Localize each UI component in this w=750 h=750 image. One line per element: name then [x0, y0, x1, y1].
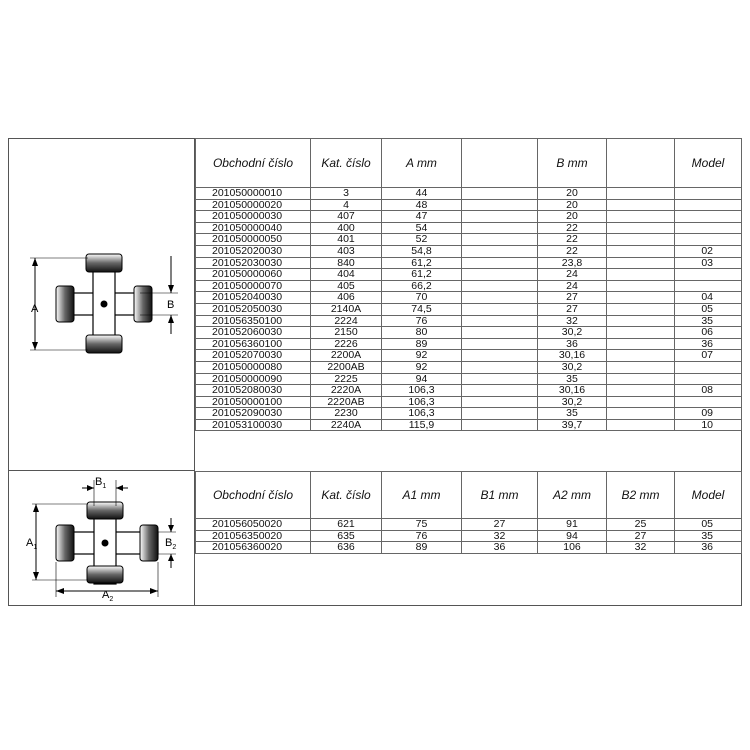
table-cell: [675, 373, 742, 385]
table-cell: 22: [538, 245, 607, 257]
table-cell: 201050000030: [196, 211, 311, 223]
table-cell: [462, 327, 538, 339]
table-cell: [675, 361, 742, 373]
table-cell: 30,16: [538, 385, 607, 397]
table-cell: [607, 292, 675, 304]
table-cell: 20: [538, 188, 607, 200]
table-cell: 2220AB: [311, 396, 382, 408]
table-cell: 2240A: [311, 419, 382, 431]
table-cell: [462, 408, 538, 420]
table-cell: [462, 419, 538, 431]
table-row: [196, 530, 742, 542]
table-cell: 201052080030: [196, 385, 311, 397]
table-cell: 54: [382, 222, 462, 234]
table-cell: 52: [382, 234, 462, 246]
table-row: [196, 269, 742, 281]
table-cell: 35: [675, 315, 742, 327]
table-cell: [462, 303, 538, 315]
col-header: B2 mm: [607, 472, 675, 519]
table-cell: 404: [311, 269, 382, 281]
table-cell: 94: [538, 530, 607, 542]
cross-joint-drawing-2: [8, 470, 194, 606]
table-cell: 91: [538, 519, 607, 531]
table-cell: 32: [462, 530, 538, 542]
table-cell: 407: [311, 211, 382, 223]
table-cell: [462, 385, 538, 397]
table-cell: 20: [538, 199, 607, 211]
table-cell: 2220A: [311, 385, 382, 397]
table-cell: 35: [675, 530, 742, 542]
table-cell: 36: [675, 542, 742, 554]
col-header: Model: [675, 472, 742, 519]
table-cell: 201052060030: [196, 327, 311, 339]
table-cell: 47: [382, 211, 462, 223]
dimension-a2-label: A: [102, 589, 110, 601]
parts-table-2: [195, 471, 742, 554]
table-cell: 106: [538, 542, 607, 554]
table-cell: 27: [462, 519, 538, 531]
table-cell: 08: [675, 385, 742, 397]
table-cell: 70: [382, 292, 462, 304]
table-cell: [675, 396, 742, 408]
table-row: [196, 419, 742, 431]
table-cell: 20: [538, 211, 607, 223]
table-cell: 80: [382, 327, 462, 339]
dimension-b2-sub: 2: [172, 544, 177, 551]
table-cell: 92: [382, 350, 462, 362]
table-row: [196, 350, 742, 362]
table-cell: [462, 245, 538, 257]
table-row: [196, 542, 742, 554]
table-row: [196, 188, 742, 200]
dimension-a1-sub: 1: [33, 544, 38, 551]
table-cell: 201050000060: [196, 269, 311, 281]
table-cell: 106,3: [382, 408, 462, 420]
table-cell: [607, 396, 675, 408]
table-cell: [675, 234, 742, 246]
col-header: Model: [675, 139, 742, 188]
table-cell: 401: [311, 234, 382, 246]
table-cell: 201056050020: [196, 519, 311, 531]
table-cell: 24: [538, 280, 607, 292]
col-header: A mm: [382, 139, 462, 188]
dimension-a-label: A: [31, 303, 39, 315]
table-row: [196, 385, 742, 397]
table-cell: 201050000090: [196, 373, 311, 385]
table-cell: [607, 373, 675, 385]
table-cell: [675, 199, 742, 211]
table-cell: 621: [311, 519, 382, 531]
table-cell: 27: [538, 303, 607, 315]
table-cell: [607, 222, 675, 234]
table-cell: 66,2: [382, 280, 462, 292]
table-cell: 27: [607, 530, 675, 542]
table-cell: [462, 234, 538, 246]
table-cell: [462, 211, 538, 223]
table-row: [196, 361, 742, 373]
col-header: Kat. číslo: [311, 472, 382, 519]
table-cell: 30,2: [538, 396, 607, 408]
table-cell: 201052050030: [196, 303, 311, 315]
table-cell: 76: [382, 530, 462, 542]
table-cell: [462, 292, 538, 304]
table-cell: 201050000050: [196, 234, 311, 246]
table-cell: 94: [382, 373, 462, 385]
table-cell: 201050000080: [196, 361, 311, 373]
table-row: [196, 280, 742, 292]
table-cell: 04: [675, 292, 742, 304]
table-cell: 06: [675, 327, 742, 339]
table-row: [196, 211, 742, 223]
table-row: [196, 292, 742, 304]
col-header: [607, 139, 675, 188]
table-cell: 30,2: [538, 361, 607, 373]
table-cell: [462, 396, 538, 408]
table-cell: [607, 280, 675, 292]
table-cell: [607, 408, 675, 420]
table-cell: [675, 280, 742, 292]
table-cell: 54,8: [382, 245, 462, 257]
table-cell: [607, 245, 675, 257]
table-row: [196, 519, 742, 531]
table-cell: 23,8: [538, 257, 607, 269]
col-header: Obchodní číslo: [196, 139, 311, 188]
table-cell: [462, 338, 538, 350]
table-cell: 75: [382, 519, 462, 531]
col-header: Obchodní číslo: [196, 472, 311, 519]
table-cell: 10: [675, 419, 742, 431]
table-cell: 2230: [311, 408, 382, 420]
table-cell: [607, 211, 675, 223]
table-cell: [462, 361, 538, 373]
table-cell: 2224: [311, 315, 382, 327]
table-cell: [462, 257, 538, 269]
table-cell: [675, 188, 742, 200]
table-cell: 406: [311, 292, 382, 304]
table-header-row: [196, 472, 742, 519]
table-cell: 201052070030: [196, 350, 311, 362]
table-cell: [462, 373, 538, 385]
table-cell: 74,5: [382, 303, 462, 315]
table-cell: 61,2: [382, 257, 462, 269]
table-cell: 35: [538, 408, 607, 420]
table-cell: 2140A: [311, 303, 382, 315]
table-cell: 201050000070: [196, 280, 311, 292]
table-cell: [607, 315, 675, 327]
parts-table-1: [195, 138, 742, 431]
table-cell: 106,3: [382, 385, 462, 397]
col-header: [462, 139, 538, 188]
table-cell: 22: [538, 234, 607, 246]
dimension-a1-label: A: [26, 537, 34, 549]
table-cell: 201052090030: [196, 408, 311, 420]
table-cell: 201056360020: [196, 542, 311, 554]
table-row: [196, 408, 742, 420]
table-cell: 89: [382, 542, 462, 554]
table-cell: 92: [382, 361, 462, 373]
table-row: [196, 234, 742, 246]
table-cell: 48: [382, 199, 462, 211]
table-row: [196, 373, 742, 385]
table-cell: 636: [311, 542, 382, 554]
table-cell: [607, 338, 675, 350]
table-cell: 2150: [311, 327, 382, 339]
table-cell: [607, 361, 675, 373]
table-cell: [607, 327, 675, 339]
table-cell: [462, 269, 538, 281]
table-cell: 27: [538, 292, 607, 304]
col-header: B1 mm: [462, 472, 538, 519]
col-header: Kat. číslo: [311, 139, 382, 188]
cross-joint-drawing: [8, 138, 194, 471]
dimension-b2-label: B: [165, 537, 173, 549]
table-row: [196, 222, 742, 234]
table-cell: 89: [382, 338, 462, 350]
col-header: A2 mm: [538, 472, 607, 519]
table-cell: 201052040030: [196, 292, 311, 304]
table-cell: [462, 199, 538, 211]
svg-text:B1: [95, 476, 106, 490]
table-cell: [462, 222, 538, 234]
table-cell: 2200AB: [311, 361, 382, 373]
table-cell: 36: [462, 542, 538, 554]
table-cell: 400: [311, 222, 382, 234]
dimension-a2-sub: 2: [109, 596, 114, 603]
table-cell: 201050000020: [196, 199, 311, 211]
table-row: [196, 338, 742, 350]
table-cell: 4: [311, 199, 382, 211]
table-cell: [675, 222, 742, 234]
table-cell: [462, 280, 538, 292]
table-row: [196, 327, 742, 339]
table-cell: 22: [538, 222, 607, 234]
table-cell: [607, 199, 675, 211]
table-cell: 30,2: [538, 327, 607, 339]
table-cell: 2226: [311, 338, 382, 350]
table-cell: 05: [675, 519, 742, 531]
table-cell: 39,7: [538, 419, 607, 431]
dimension-b1-sub: 1: [102, 483, 107, 490]
table-cell: 24: [538, 269, 607, 281]
table-cell: [607, 385, 675, 397]
table-cell: [607, 188, 675, 200]
table-cell: 201056360100: [196, 338, 311, 350]
table-cell: 201050000040: [196, 222, 311, 234]
universal-joint-diagram-1: [8, 138, 195, 471]
table-cell: 36: [675, 338, 742, 350]
table-cell: 09: [675, 408, 742, 420]
dimension-b-label: B: [167, 299, 175, 311]
table-cell: 30,16: [538, 350, 607, 362]
svg-text:B2: [165, 537, 176, 551]
table-cell: 03: [675, 257, 742, 269]
table-cell: [607, 269, 675, 281]
table-cell: 32: [607, 542, 675, 554]
table-cell: 201056350100: [196, 315, 311, 327]
table-cell: [462, 188, 538, 200]
table-cell: [607, 303, 675, 315]
table-cell: 106,3: [382, 396, 462, 408]
table-row: [196, 396, 742, 408]
dimension-b1-label: B: [95, 476, 103, 488]
table-cell: [462, 350, 538, 362]
table-cell: 44: [382, 188, 462, 200]
table-cell: 201050000100: [196, 396, 311, 408]
table-cell: 403: [311, 245, 382, 257]
table-cell: 201052020030: [196, 245, 311, 257]
col-header: B mm: [538, 139, 607, 188]
table-row: [196, 257, 742, 269]
table-cell: 635: [311, 530, 382, 542]
table-cell: 07: [675, 350, 742, 362]
col-header: A1 mm: [382, 472, 462, 519]
universal-joint-diagram-2: [8, 470, 195, 606]
table-cell: 35: [538, 373, 607, 385]
table-cell: [607, 257, 675, 269]
table-cell: 201056350020: [196, 530, 311, 542]
table-row: [196, 303, 742, 315]
table-row: [196, 245, 742, 257]
table-cell: 405: [311, 280, 382, 292]
table-cell: [675, 269, 742, 281]
table-cell: 201052030030: [196, 257, 311, 269]
table-cell: 05: [675, 303, 742, 315]
table-header-row: [196, 139, 742, 188]
table-cell: [607, 234, 675, 246]
table-cell: 2225: [311, 373, 382, 385]
table-row: [196, 199, 742, 211]
table-cell: [462, 315, 538, 327]
table-cell: 201053100030: [196, 419, 311, 431]
table-cell: 25: [607, 519, 675, 531]
table-cell: 115,9: [382, 419, 462, 431]
table-cell: 61,2: [382, 269, 462, 281]
table-row: [196, 315, 742, 327]
table-cell: [607, 419, 675, 431]
table-cell: [607, 350, 675, 362]
table-cell: 201050000010: [196, 188, 311, 200]
table-cell: 3: [311, 188, 382, 200]
table-cell: 32: [538, 315, 607, 327]
table-cell: 76: [382, 315, 462, 327]
table-cell: 02: [675, 245, 742, 257]
table-cell: 840: [311, 257, 382, 269]
table-cell: 36: [538, 338, 607, 350]
table-cell: [675, 211, 742, 223]
table-cell: 2200A: [311, 350, 382, 362]
